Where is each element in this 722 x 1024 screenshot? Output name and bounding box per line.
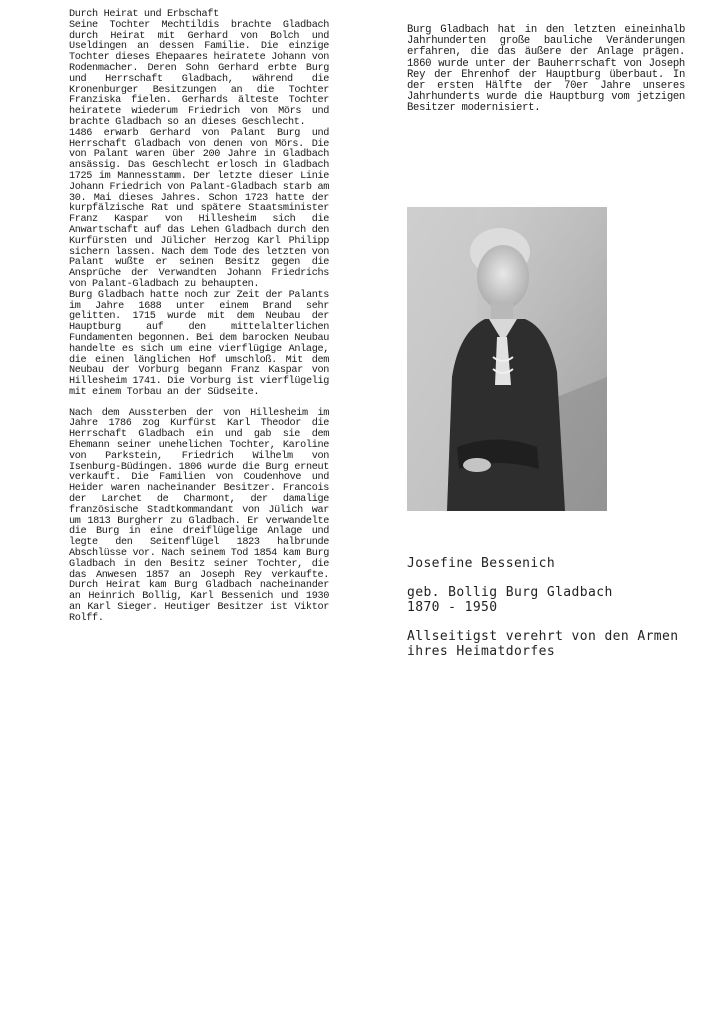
left-text-column <box>69 10 329 625</box>
paragraph-building-changes: Burg Gladbach hat in den letzten eineinhalb Jahrhunderten große bauliche Veränderungen erfahren, die das äußere der Anlage prägen. 1860 wurde unter der Bauherrschaft von Joseph Rey der Ehrenhof der Hauptburg überbaut. In der ersten Hälfte der 70er Jahre unseres Jahrhunderts wurde die Hauptburg vom jetzigen Besitzer modernisiert. <box>407 24 685 115</box>
caption-years: 1870 - 1950 <box>407 600 498 615</box>
portrait-photo <box>407 207 607 511</box>
paragraph-fire-rebuild: Burg Gladbach hatte noch zur Zeit der Palants im Jahre 1688 unter einem Brand sehr gelitten. 1715 wurde mit dem Neubau der Hauptburg auf den mittelalterlichen Fundamenten begonnen. Bei dem barocken Neubau handelte es sich um eine vierflügige Anlage, die einen länglichen Hof umschloß. Mit dem Neubau der Vorburg begann Franz Kaspar von Hillesheim 1741. Die Vorburg ist vierflügelig mit einem Torbau an der Südseite. <box>69 289 329 398</box>
caption-name: Josefine Bessenich <box>407 556 556 571</box>
right-text-column <box>407 25 685 115</box>
caption-honor-line-2: ihres Heimatdorfes <box>407 644 556 659</box>
paragraph-palant: 1486 erwarb Gerhard von Palant Burg und Herrschaft Gladbach von denen von Mörs. Die von Palant waren über 200 Jahre in Gladbach ansässig. Das Geschlecht erlosch in Gladbach 1725 im Mannesstamm. Der letzte dieser Linie Johann Friedrich von Palant-Gladbach starb am 30. Mai dieses Jahres. Schon 1723 hatte der kurpfälzische Rat und spätere Staatsminister Franz Kaspar von Hillesheim sich die Anwartschaft auf das Lehen Gladbach durch den Kurfürsten und Jülicher Herzog Karl Philipp sichern lassen. Nach dem Tode des letzten von Palant wußte er seinen Besitz gegen die Ansprüche der Verwandten Johann Friedrichs von Palant-Gladbach zu behaupten. <box>69 127 329 290</box>
paragraph-later-owners: Nach dem Aussterben der von Hillesheim im Jahre 1786 zog Kurfürst Karl Theodor die Herrschaft Gladbach ein und gab sie dem Ehemann seiner unehelichen Tochter, Karoline von Parkstein, Friedrich Wilhelm von Isenburg-Büdingen. 1806 wurde die Burg erneut verkauft. Die Familien von Coudenhove und Heider waren nacheinander Besitzer. Francois der Larchet de Charmont, der damalige französische Stadtkommandant von Jülich war um 1813 Burgherr zu Gladbach. Er verwandelte die Burg in eine dreiflügelige Anlage und legte den Seitenflügel 1823 halbrunde Abschlüsse vor. Nach seinem Tod 1854 kam Burg Gladbach in den Besitz seiner Tochter, die das Anwesen 1857 an Joseph Rey verkaufte. Durch Heirat kam Burg Gladbach nacheinander an Heinrich Bollig, Karl Bessenich und 1930 an Karl Sieger. Heutiger Besitzer ist Viktor Rolff. <box>69 407 329 624</box>
caption-birth-name: geb. Bollig Burg Gladbach <box>407 585 613 600</box>
section-heading: Durch Heirat und Erbschaft <box>69 9 219 20</box>
caption-honor-line-1: Allseitigst verehrt von den Armen <box>407 629 679 644</box>
portrait-illustration <box>407 207 607 511</box>
paragraph-marriage-inheritance: Seine Tochter Mechtildis brachte Gladbach durch Heirat mit Gerhard von Bolch und Useldingen an dessen Familie. Die einzige Tochter dieses Ehepaares heiratete Johann von Rodenmacher. Deren Sohn Gerhard erbte Burg und Herrschaft Gladbach, während die Kronenburger Besitzungen an die Tochter Franziska fielen. Gerhards älteste Tochter heiratete wiederum Friedrich von Mörs und brachte Gladbach so an dieses Geschlecht. <box>69 19 329 128</box>
